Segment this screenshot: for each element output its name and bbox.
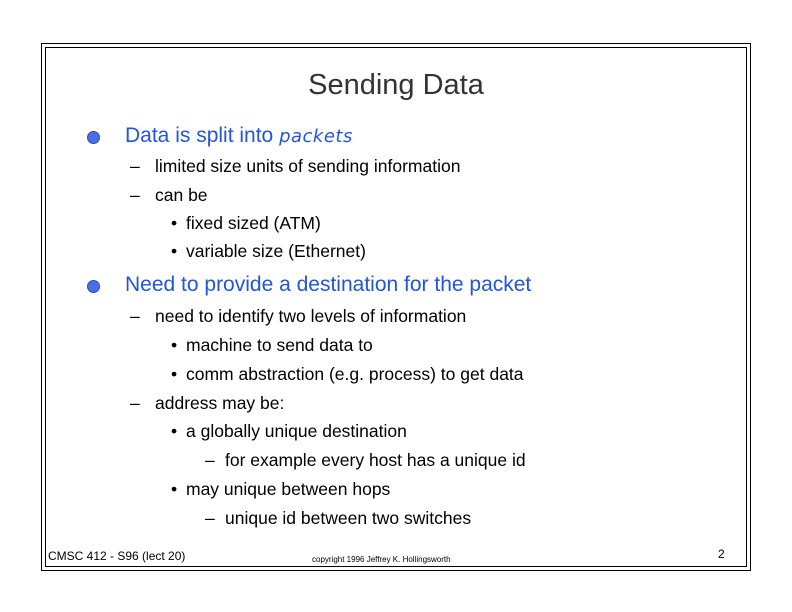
dash-text: can be [155,185,208,205]
page-number: 2 [718,547,725,561]
sub-text: machine to send data to [186,335,373,355]
bullet-text: Data is split into packets [125,124,353,147]
bullet-emphasis: packets [279,126,353,147]
sub-bullet-glyph: • [171,335,178,355]
sub-bullet-glyph: • [171,421,178,441]
sub-text: fixed sized (ATM) [186,213,321,233]
sub-dash-text: for example every host has a unique id [225,450,526,470]
dash-text: limited size units of sending information [155,156,461,176]
dash-glyph: – [130,306,140,326]
dash-glyph: – [130,156,140,176]
dash-glyph: – [130,185,140,205]
dash-text: need to identify two levels of information [155,306,467,326]
bullet-dot-icon [87,131,100,144]
footer-course: CMSC 412 - S96 (lect 20) [48,549,186,563]
sub-bullet-glyph: • [171,241,178,261]
slide-title: Sending Data [308,69,484,101]
sub-text: may unique between hops [186,479,391,499]
sub-bullet-glyph: • [171,479,178,499]
footer-copyright: copyright 1996 Jeffrey K. Hollingsworth [312,555,451,564]
dash-glyph: – [205,508,215,528]
sub-text: comm abstraction (e.g. process) to get data [186,364,524,384]
sub-bullet-glyph: • [171,213,178,233]
sub-text: variable size (Ethernet) [186,241,366,261]
dash-glyph: – [205,450,215,470]
dash-glyph: – [130,393,140,413]
bullet-dot-icon [87,280,100,293]
dash-text: address may be: [155,393,285,413]
sub-bullet-glyph: • [171,364,178,384]
bullet-text: Need to provide a destination for the packet [125,273,532,296]
sub-text: a globally unique destination [186,421,407,441]
sub-dash-text: unique id between two switches [225,508,472,528]
